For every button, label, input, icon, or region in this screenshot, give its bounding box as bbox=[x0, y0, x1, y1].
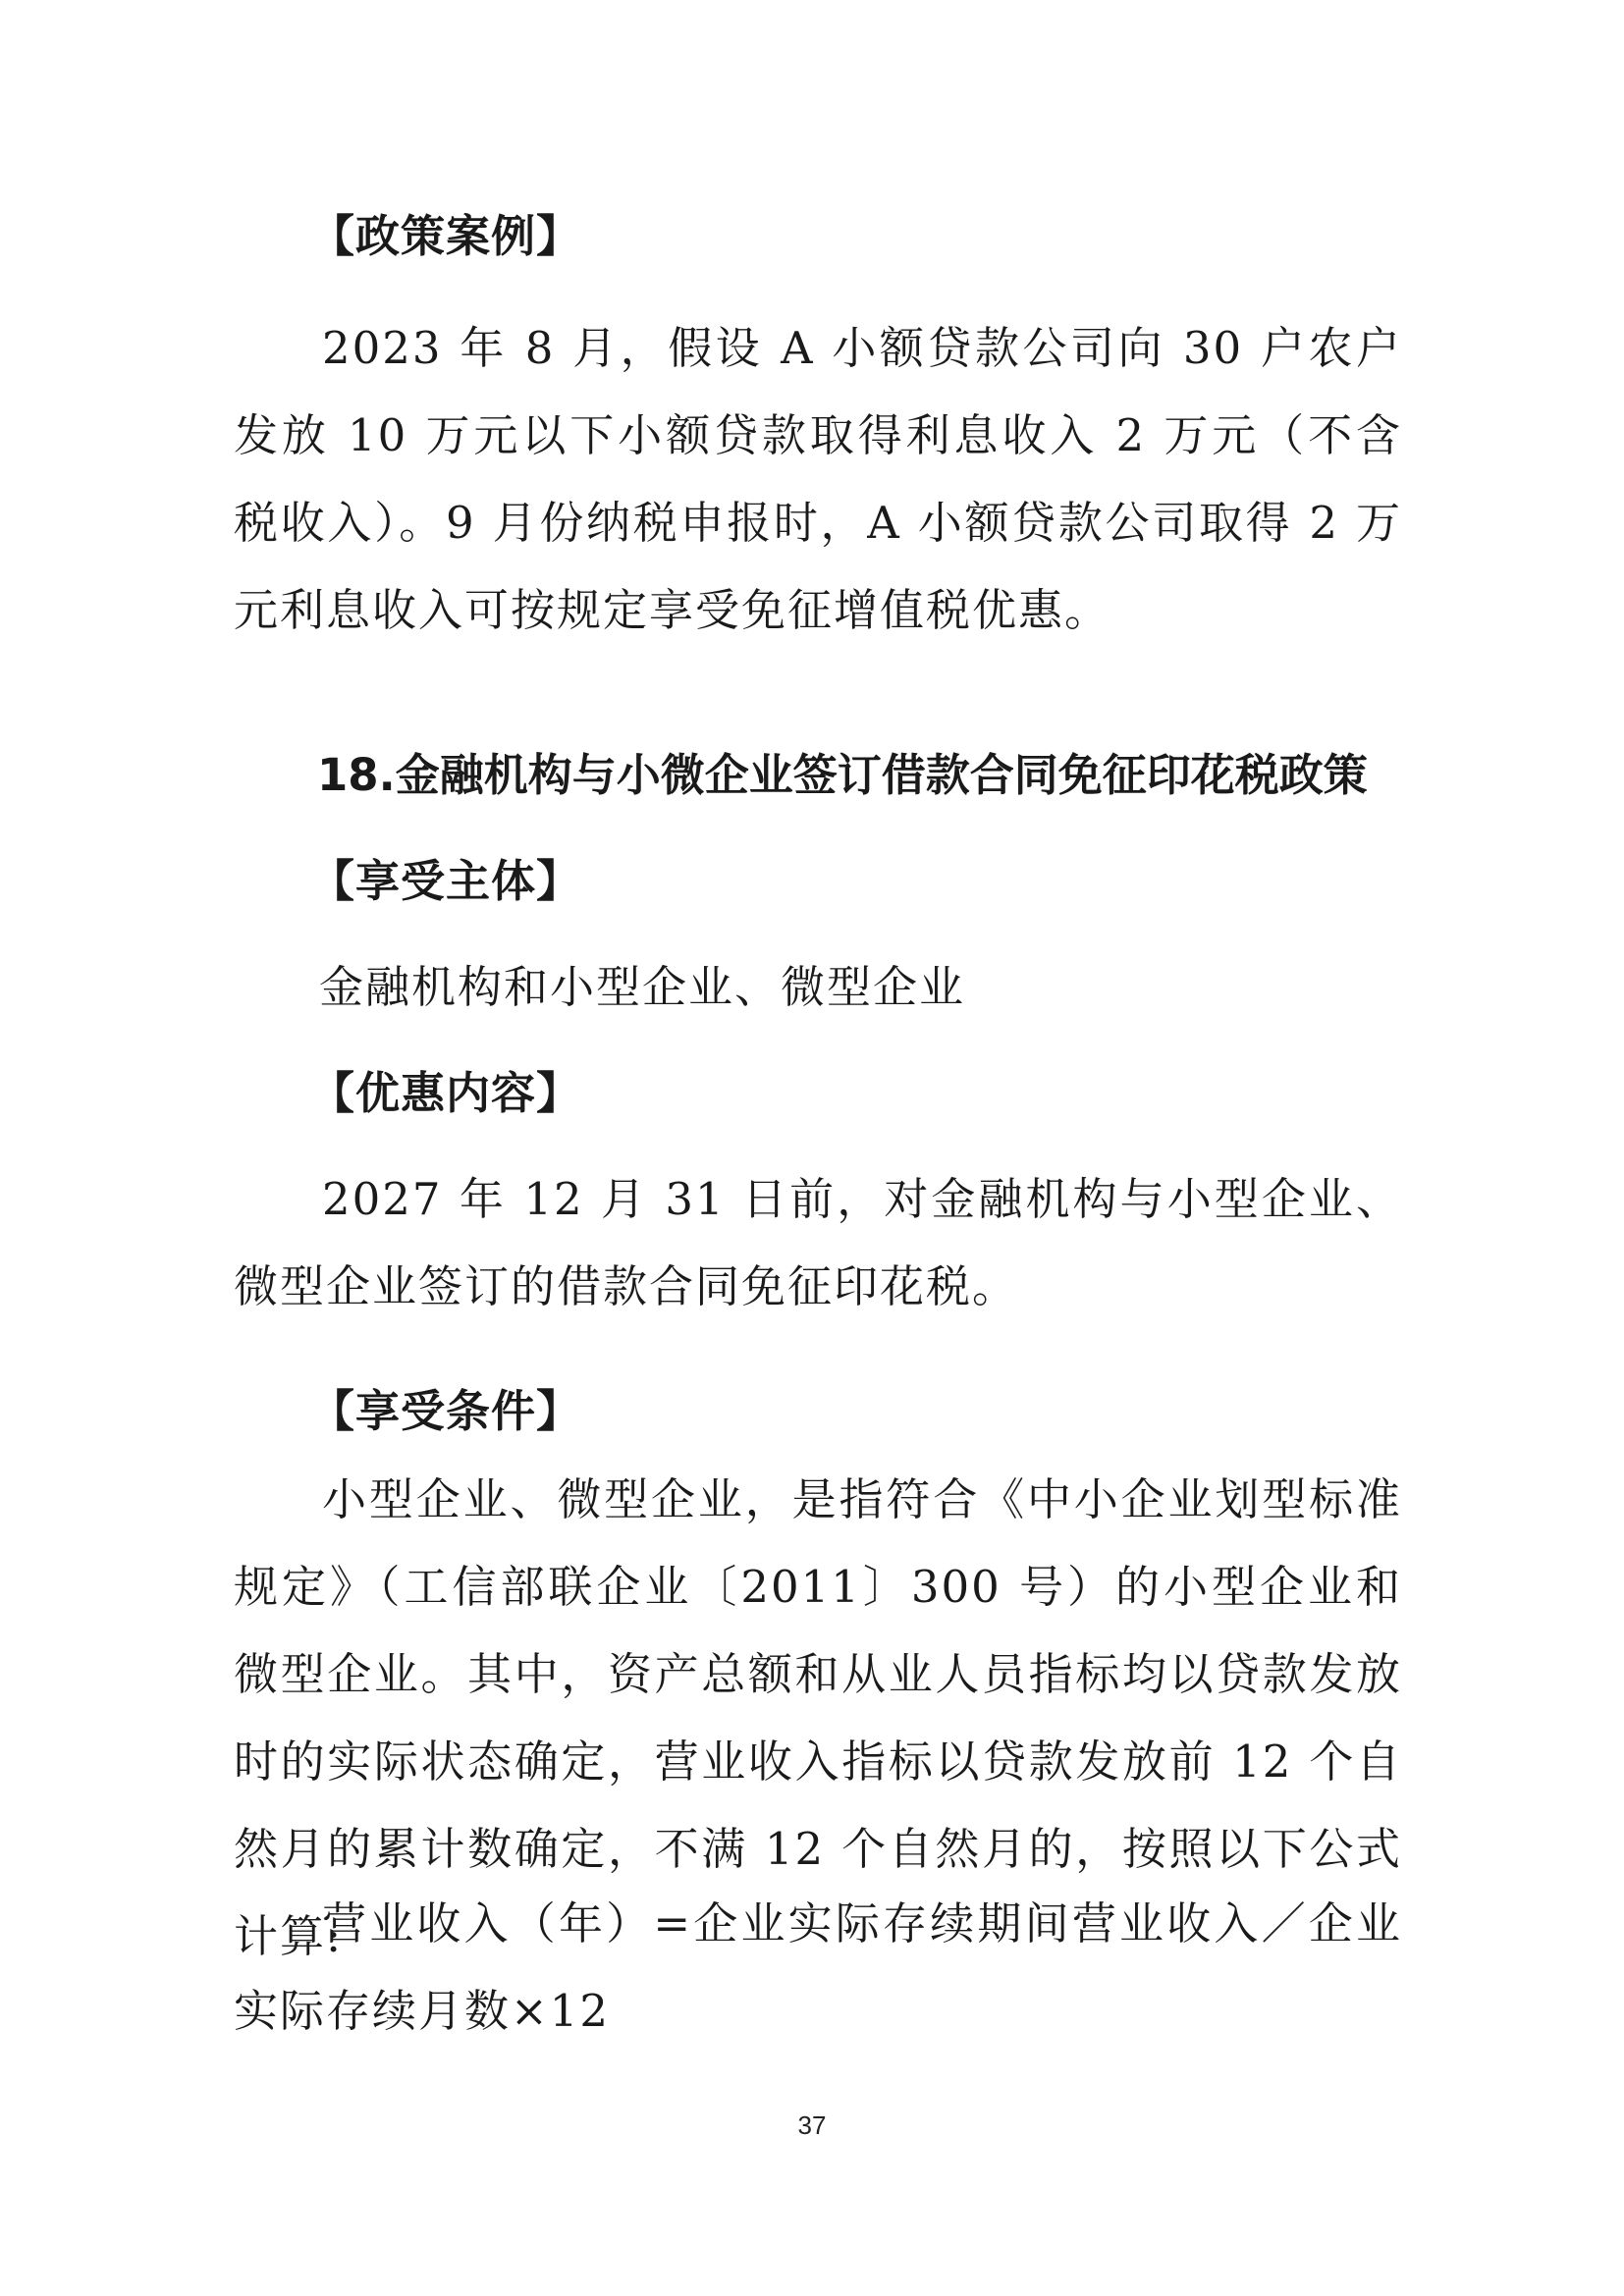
subject-label: 【享受主体】 bbox=[310, 855, 582, 907]
condition-label: 【享受条件】 bbox=[310, 1385, 582, 1437]
subject-text: 金融机构和小型企业、微型企业 bbox=[319, 961, 966, 1013]
content-label: 【优惠内容】 bbox=[310, 1067, 582, 1119]
case-label: 【政策案例】 bbox=[310, 210, 582, 262]
case-paragraph: 2023 年 8 月，假设 A 小额贷款公司向 30 户农户发放 10 万元以下小额贷款取得利息收入 2 万元（不含税收入）。9 月份纳税申报时，A 小额贷款公司取得 2 万元利息收入可按规定享受免征增值税优惠。 bbox=[234, 322, 1402, 636]
section-18-title: 18.金融机构与小微企业签订借款合同免征印花税政策 bbox=[317, 749, 1368, 801]
condition-paragraph: 小型企业、微型企业，是指符合《中小企业划型标准规定》（工信部联企业〔2011〕300 号）的小型企业和微型企业。其中，资产总额和从业人员指标均以贷款发放时的实际状态确定，营业收入指标以贷款发放前 12 个自然月的累计数确定，不满 12 个自然月的，按照以下公式计算: bbox=[234, 1473, 1402, 1962]
content-paragraph: 2027 年 12 月 31 日前，对金融机构与小型企业、微型企业签订的借款合同免征印花税。 bbox=[234, 1173, 1402, 1312]
formula-paragraph: 营业收入（年）=企业实际存续期间营业收入／企业实际存续月数×12 bbox=[234, 1897, 1402, 2037]
page-number: 37 bbox=[797, 2110, 827, 2140]
